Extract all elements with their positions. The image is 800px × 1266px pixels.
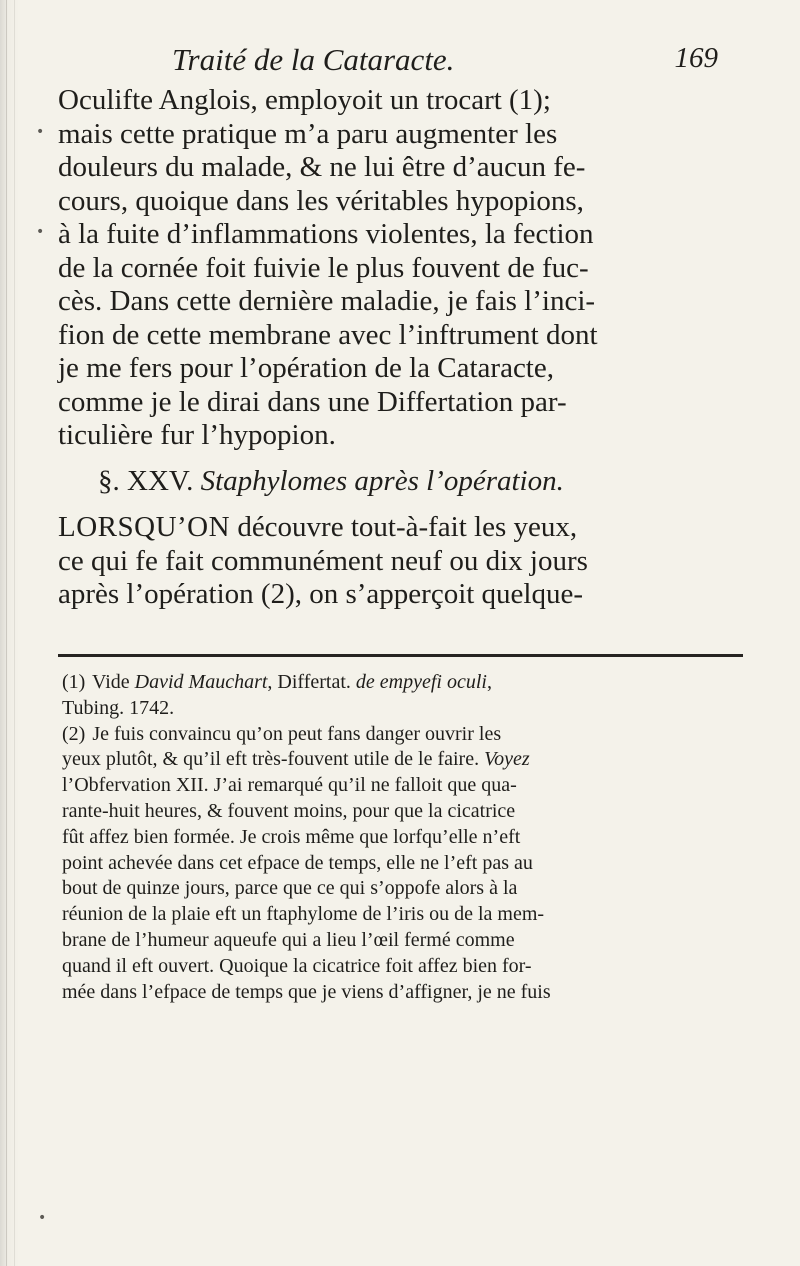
text-line bbox=[58, 511, 748, 545]
main-text bbox=[58, 84, 748, 612]
footnotes bbox=[62, 670, 752, 1005]
page-title: Traité de la Cataracte. bbox=[172, 42, 455, 77]
text-line: ce qui fe fait communément neuf ou dix jours bbox=[58, 544, 588, 577]
footnote-text: , Differtat. bbox=[267, 671, 356, 693]
footnote-line bbox=[62, 747, 752, 773]
footnote-line: brane de l’humeur aqueufe qui a lieu l’œil fermé comme bbox=[62, 928, 515, 951]
footnote-line: l’Obfervation XII. J’ai remarqué qu’il ne falloit que qua- bbox=[62, 774, 517, 797]
print-mark: • bbox=[38, 1210, 47, 1226]
footnote-separator-rule bbox=[58, 654, 743, 657]
footnote-marker: (2) bbox=[62, 722, 86, 745]
paragraph-start bbox=[58, 511, 748, 612]
footnote-line: rante-huit heures, & fouvent moins, pour que la cicatrice bbox=[62, 799, 516, 822]
text-line: comme je le dirai dans une Differtation par- bbox=[58, 385, 567, 418]
text-line-segment: découvre tout-à-fait les yeux, bbox=[230, 511, 578, 543]
page-gutter-line bbox=[14, 0, 15, 1266]
text-line: Oculifte Anglois, employoit un trocart (1); bbox=[58, 84, 551, 116]
section-number: §. XXV. bbox=[98, 464, 194, 497]
text-line: cès. Dans cette dernière maladie, je fais l’inci- bbox=[58, 285, 596, 317]
footnote-line: mée dans l’efpace de temps que je viens d’affigner, je ne fuis bbox=[62, 980, 551, 1003]
footnote-text: Vide bbox=[91, 671, 135, 693]
footnote-line bbox=[62, 670, 752, 696]
footnote-line: réunion de la plaie eft un ftaphylome de l’iris ou de la mem- bbox=[62, 903, 545, 926]
text-line: douleurs du malade, & ne lui être d’aucun fe- bbox=[58, 151, 586, 183]
text-line: de la cornée foit fuivie le plus fouvent de fuc- bbox=[58, 251, 589, 284]
text-line: à la fuite d’inflammations violentes, la fection bbox=[58, 218, 594, 250]
footnote-text: yeux plutôt, & qu’il eft très-fouvent utile de le faire. bbox=[62, 748, 480, 771]
footnote-line: fût affez bien formée. Je crois même que lorfqu’elle n’eft bbox=[62, 825, 521, 848]
small-caps-opening: LORSQU’ON bbox=[58, 511, 231, 543]
text-line: fion de cette membrane avec l’inftrument dont bbox=[58, 318, 598, 351]
footnote-line bbox=[62, 722, 752, 748]
section-heading bbox=[58, 465, 748, 499]
section-title: Staphylomes après l’opération. bbox=[200, 464, 564, 497]
page-gutter-line bbox=[6, 0, 7, 1266]
print-mark: • bbox=[36, 224, 45, 240]
footnote-line: Tubing. 1742. bbox=[62, 696, 175, 719]
footnote-marker: (1) bbox=[62, 671, 86, 693]
footnote-line: quand il eft ouvert. Quoique la cicatrice foit affez bien for- bbox=[62, 954, 532, 977]
footnote-reference: Voyez bbox=[484, 748, 530, 771]
footnote-line: point achevée dans cet efpace de temps, elle ne l’eft pas au bbox=[62, 851, 533, 874]
footnote-author: David Mauchart bbox=[134, 671, 268, 693]
footnote-text: , bbox=[486, 671, 492, 693]
text-line: ticulière fur l’hypopion. bbox=[58, 419, 336, 451]
print-mark: • bbox=[36, 124, 45, 140]
footnote-line: bout de quinze jours, parce que ce qui s’oppofe alors à la bbox=[62, 877, 518, 900]
text-line: je me fers pour l’opération de la Cataracte, bbox=[58, 352, 554, 384]
text-line: après l’opération (2), on s’apperçoit quelque- bbox=[58, 578, 584, 610]
footnote-title: de empyefi oculi bbox=[355, 671, 487, 693]
footnote-text: Je fuis convaincu qu’on peut fans danger ouvrir les bbox=[92, 722, 502, 745]
page-number: 169 bbox=[674, 42, 718, 74]
text-line: mais cette pratique m’a paru augmenter les bbox=[58, 117, 558, 150]
text-line: cours, quoique dans les véritables hypopions, bbox=[58, 184, 584, 217]
running-header bbox=[68, 42, 718, 82]
